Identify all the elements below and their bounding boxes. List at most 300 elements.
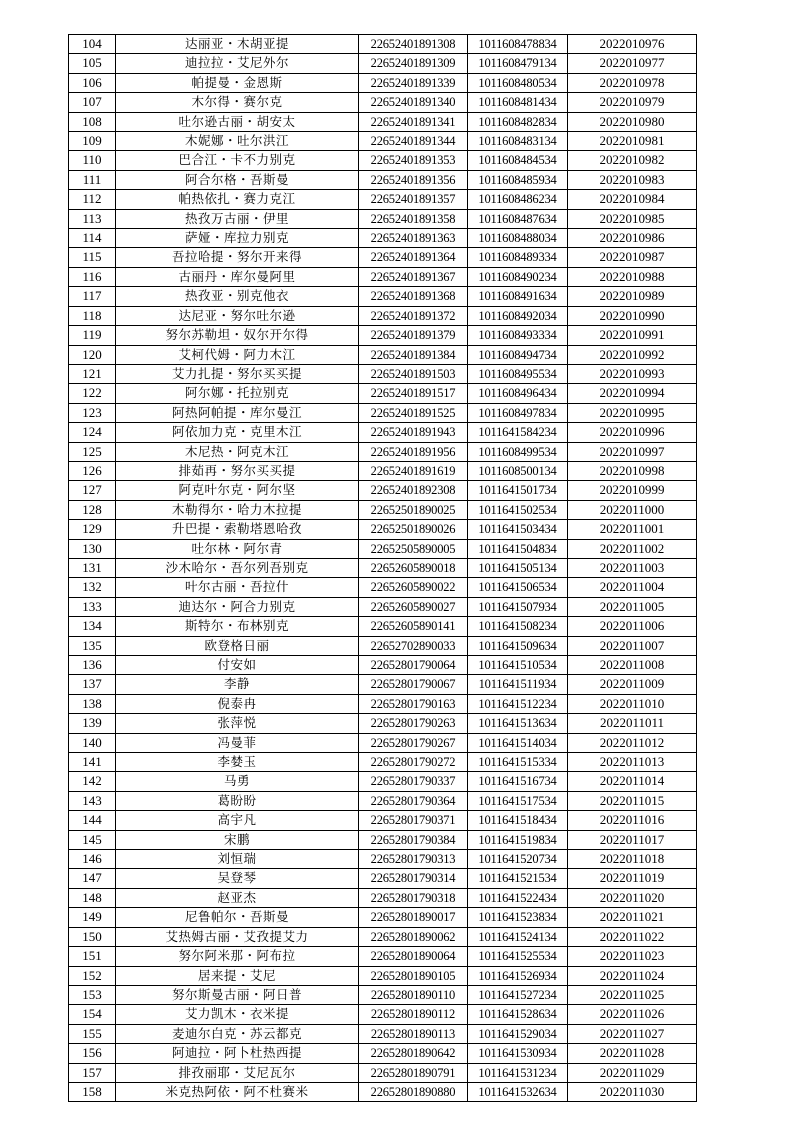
name-cell: 努尔斯曼古丽・阿日普 [116,985,359,1004]
account-number-cell: 1011641507934 [468,597,568,616]
code-cell: 2022011028 [568,1044,697,1063]
name-cell: 居来提・艾尼 [116,966,359,985]
table-row [69,1024,697,1043]
name-cell: 巴合江・卡不力别克 [116,151,359,170]
table-row [69,403,697,422]
id-number-cell: 22652801890880 [359,1082,468,1101]
table-row [69,869,697,888]
name-cell: 艾力扎提・努尔买买提 [116,364,359,383]
code-cell: 2022011026 [568,1005,697,1024]
row-number-cell: 109 [69,132,116,151]
account-number-cell: 1011608483134 [468,132,568,151]
id-number-cell: 22652801790163 [359,694,468,713]
id-number-cell: 22652801790313 [359,850,468,869]
account-number-cell: 1011641515334 [468,753,568,772]
account-number-cell: 1011641518434 [468,811,568,830]
row-number-cell: 115 [69,248,116,267]
row-number-cell: 155 [69,1024,116,1043]
code-cell: 2022010987 [568,248,697,267]
code-cell: 2022010986 [568,229,697,248]
id-number-cell: 22652605890141 [359,617,468,636]
id-number-cell: 22652801790314 [359,869,468,888]
table-row [69,54,697,73]
code-cell: 2022011022 [568,927,697,946]
account-number-cell: 1011608495534 [468,364,568,383]
account-number-cell: 1011641531234 [468,1063,568,1082]
id-number-cell: 22652401891943 [359,423,468,442]
account-number-cell: 1011641511934 [468,675,568,694]
roster-table [68,34,697,1102]
row-number-cell: 128 [69,500,116,519]
row-number-cell: 119 [69,326,116,345]
account-number-cell: 1011641532634 [468,1082,568,1101]
table-row [69,617,697,636]
id-number-cell: 22652401891379 [359,326,468,345]
row-number-cell: 111 [69,170,116,189]
table-row [69,985,697,1004]
name-cell: 努尔苏勒坦・奴尔开尔得 [116,326,359,345]
code-cell: 2022010993 [568,364,697,383]
code-cell: 2022010983 [568,170,697,189]
row-number-cell: 126 [69,461,116,480]
table-row [69,306,697,325]
row-number-cell: 139 [69,714,116,733]
name-cell: 赵亚杰 [116,888,359,907]
row-number-cell: 106 [69,73,116,92]
code-cell: 2022011014 [568,772,697,791]
name-cell: 热孜万古丽・伊里 [116,209,359,228]
id-number-cell: 22652401891340 [359,93,468,112]
id-number-cell: 22652801890791 [359,1063,468,1082]
account-number-cell: 1011641526934 [468,966,568,985]
code-cell: 2022011021 [568,908,697,927]
id-number-cell: 22652505890005 [359,539,468,558]
name-cell: 木尼热・阿克木江 [116,442,359,461]
id-number-cell: 22652801790337 [359,772,468,791]
table-row [69,500,697,519]
row-number-cell: 107 [69,93,116,112]
code-cell: 2022011000 [568,500,697,519]
table-row [69,694,697,713]
table-row [69,675,697,694]
account-number-cell: 1011641504834 [468,539,568,558]
row-number-cell: 105 [69,54,116,73]
code-cell: 2022010998 [568,461,697,480]
code-cell: 2022011005 [568,597,697,616]
id-number-cell: 22652401891372 [359,306,468,325]
code-cell: 2022010985 [568,209,697,228]
code-cell: 2022010991 [568,326,697,345]
table-row [69,326,697,345]
id-number-cell: 22652801890064 [359,947,468,966]
id-number-cell: 22652801890642 [359,1044,468,1063]
row-number-cell: 118 [69,306,116,325]
code-cell: 2022011010 [568,694,697,713]
name-cell: 热孜亚・别克他衣 [116,287,359,306]
account-number-cell: 1011608479134 [468,54,568,73]
account-number-cell: 1011608494734 [468,345,568,364]
name-cell: 达丽亚・木胡亚提 [116,35,359,54]
code-cell: 2022010988 [568,267,697,286]
code-cell: 2022010976 [568,35,697,54]
table-row [69,539,697,558]
name-cell: 排茹再・努尔买买提 [116,461,359,480]
row-number-cell: 156 [69,1044,116,1063]
table-row [69,1044,697,1063]
table-row [69,558,697,577]
table-row [69,364,697,383]
table-row [69,908,697,927]
name-cell: 排孜丽耶・艾尼瓦尔 [116,1063,359,1082]
row-number-cell: 150 [69,927,116,946]
code-cell: 2022010996 [568,423,697,442]
row-number-cell: 104 [69,35,116,54]
code-cell: 2022011020 [568,888,697,907]
name-cell: 古丽丹・库尔曼阿里 [116,267,359,286]
account-number-cell: 1011641506534 [468,578,568,597]
name-cell: 李婪玉 [116,753,359,772]
roster-table-body [69,35,697,1102]
code-cell: 2022011013 [568,753,697,772]
id-number-cell: 22652801790384 [359,830,468,849]
account-number-cell: 1011608499534 [468,442,568,461]
account-number-cell: 1011608492034 [468,306,568,325]
code-cell: 2022010989 [568,287,697,306]
code-cell: 2022011023 [568,947,697,966]
name-cell: 尼鲁帕尔・吾斯曼 [116,908,359,927]
code-cell: 2022011003 [568,558,697,577]
account-number-cell: 1011641503434 [468,520,568,539]
id-number-cell: 22652401891619 [359,461,468,480]
id-number-cell: 22652801890112 [359,1005,468,1024]
row-number-cell: 151 [69,947,116,966]
code-cell: 2022011015 [568,791,697,810]
table-row [69,850,697,869]
name-cell: 迪达尔・阿合力别克 [116,597,359,616]
code-cell: 2022010984 [568,190,697,209]
name-cell: 吾拉哈提・努尔开来得 [116,248,359,267]
table-row [69,966,697,985]
id-number-cell: 22652401891357 [359,190,468,209]
id-number-cell: 22652401891363 [359,229,468,248]
name-cell: 葛盼盼 [116,791,359,810]
table-row [69,132,697,151]
id-number-cell: 22652401891525 [359,403,468,422]
row-number-cell: 129 [69,520,116,539]
table-row [69,733,697,752]
code-cell: 2022010980 [568,112,697,131]
name-cell: 倪泰冉 [116,694,359,713]
id-number-cell: 22652605890022 [359,578,468,597]
name-cell: 吐尔林・阿尔青 [116,539,359,558]
account-number-cell: 1011641584234 [468,423,568,442]
account-number-cell: 1011641523834 [468,908,568,927]
table-row [69,520,697,539]
row-number-cell: 127 [69,481,116,500]
code-cell: 2022011019 [568,869,697,888]
account-number-cell: 1011608496434 [468,384,568,403]
table-row [69,791,697,810]
table-row [69,830,697,849]
row-number-cell: 133 [69,597,116,616]
table-row [69,1005,697,1024]
id-number-cell: 22652801790267 [359,733,468,752]
table-row [69,636,697,655]
name-cell: 付安如 [116,656,359,675]
id-number-cell: 22652401891309 [359,54,468,73]
name-cell: 阿依加力克・克里木江 [116,423,359,442]
row-number-cell: 117 [69,287,116,306]
code-cell: 2022011008 [568,656,697,675]
row-number-cell: 154 [69,1005,116,1024]
account-number-cell: 1011608497834 [468,403,568,422]
id-number-cell: 22652401891368 [359,287,468,306]
table-row [69,578,697,597]
account-number-cell: 1011641510534 [468,656,568,675]
code-cell: 2022010992 [568,345,697,364]
id-number-cell: 22652801790263 [359,714,468,733]
row-number-cell: 123 [69,403,116,422]
row-number-cell: 108 [69,112,116,131]
name-cell: 刘恒瑞 [116,850,359,869]
name-cell: 叶尔古丽・吾拉什 [116,578,359,597]
table-row [69,811,697,830]
name-cell: 阿热阿帕提・库尔曼江 [116,403,359,422]
account-number-cell: 1011608481434 [468,93,568,112]
account-number-cell: 1011641517534 [468,791,568,810]
row-number-cell: 148 [69,888,116,907]
account-number-cell: 1011641520734 [468,850,568,869]
table-row [69,1063,697,1082]
name-cell: 吴登琴 [116,869,359,888]
row-number-cell: 124 [69,423,116,442]
table-row [69,423,697,442]
table-row [69,1082,697,1101]
id-number-cell: 22652801890105 [359,966,468,985]
code-cell: 2022010981 [568,132,697,151]
id-number-cell: 22652801890110 [359,985,468,1004]
account-number-cell: 1011641516734 [468,772,568,791]
code-cell: 2022010999 [568,481,697,500]
account-number-cell: 1011641502534 [468,500,568,519]
id-number-cell: 22652401891353 [359,151,468,170]
code-cell: 2022011018 [568,850,697,869]
row-number-cell: 122 [69,384,116,403]
id-number-cell: 22652401891341 [359,112,468,131]
table-row [69,772,697,791]
table-row [69,190,697,209]
code-cell: 2022010977 [568,54,697,73]
table-row [69,73,697,92]
table-row [69,888,697,907]
row-number-cell: 158 [69,1082,116,1101]
table-row [69,597,697,616]
account-number-cell: 1011641514034 [468,733,568,752]
id-number-cell: 22652501890025 [359,500,468,519]
code-cell: 2022010994 [568,384,697,403]
table-row [69,481,697,500]
id-number-cell: 22652801790067 [359,675,468,694]
table-row [69,656,697,675]
code-cell: 2022010979 [568,93,697,112]
row-number-cell: 116 [69,267,116,286]
row-number-cell: 135 [69,636,116,655]
account-number-cell: 1011608491634 [468,287,568,306]
id-number-cell: 22652401891367 [359,267,468,286]
account-number-cell: 1011641509634 [468,636,568,655]
table-row [69,209,697,228]
row-number-cell: 142 [69,772,116,791]
id-number-cell: 22652401891356 [359,170,468,189]
id-number-cell: 22652401891956 [359,442,468,461]
code-cell: 2022011001 [568,520,697,539]
name-cell: 麦迪尔白克・苏云都克 [116,1024,359,1043]
table-row [69,947,697,966]
code-cell: 2022011017 [568,830,697,849]
code-cell: 2022010982 [568,151,697,170]
name-cell: 李静 [116,675,359,694]
row-number-cell: 153 [69,985,116,1004]
id-number-cell: 22652401891384 [359,345,468,364]
row-number-cell: 110 [69,151,116,170]
id-number-cell: 22652401891503 [359,364,468,383]
account-number-cell: 1011608485934 [468,170,568,189]
table-row [69,229,697,248]
table-row [69,345,697,364]
id-number-cell: 22652801890113 [359,1024,468,1043]
name-cell: 木妮娜・吐尔洪江 [116,132,359,151]
row-number-cell: 152 [69,966,116,985]
code-cell: 2022010995 [568,403,697,422]
id-number-cell: 22652801790064 [359,656,468,675]
name-cell: 木勒得尔・哈力木拉提 [116,500,359,519]
id-number-cell: 22652801890017 [359,908,468,927]
name-cell: 阿克叶尔克・阿尔坚 [116,481,359,500]
account-number-cell: 1011608493334 [468,326,568,345]
row-number-cell: 113 [69,209,116,228]
row-number-cell: 131 [69,558,116,577]
row-number-cell: 144 [69,811,116,830]
name-cell: 艾力凯木・衣米提 [116,1005,359,1024]
account-number-cell: 1011641522434 [468,888,568,907]
name-cell: 阿合尔格・吾斯曼 [116,170,359,189]
table-row [69,442,697,461]
name-cell: 高宇凡 [116,811,359,830]
name-cell: 升巴提・索勒塔恩哈孜 [116,520,359,539]
code-cell: 2022011002 [568,539,697,558]
code-cell: 2022011004 [568,578,697,597]
code-cell: 2022011024 [568,966,697,985]
table-row [69,287,697,306]
id-number-cell: 22652702890033 [359,636,468,655]
id-number-cell: 22652401891344 [359,132,468,151]
code-cell: 2022011025 [568,985,697,1004]
row-number-cell: 132 [69,578,116,597]
name-cell: 艾热姆古丽・艾孜提艾力 [116,927,359,946]
code-cell: 2022011029 [568,1063,697,1082]
id-number-cell: 22652501890026 [359,520,468,539]
code-cell: 2022011016 [568,811,697,830]
id-number-cell: 22652801790371 [359,811,468,830]
name-cell: 斯特尔・布林别克 [116,617,359,636]
account-number-cell: 1011641528634 [468,1005,568,1024]
name-cell: 米克热阿依・阿不杜赛米 [116,1082,359,1101]
row-number-cell: 137 [69,675,116,694]
account-number-cell: 1011608490234 [468,267,568,286]
name-cell: 迪拉拉・艾尼外尔 [116,54,359,73]
account-number-cell: 1011641524134 [468,927,568,946]
account-number-cell: 1011641505134 [468,558,568,577]
row-number-cell: 146 [69,850,116,869]
code-cell: 2022011006 [568,617,697,636]
id-number-cell: 22652401891364 [359,248,468,267]
account-number-cell: 1011641512234 [468,694,568,713]
name-cell: 马勇 [116,772,359,791]
id-number-cell: 22652801790272 [359,753,468,772]
table-row [69,35,697,54]
table-row [69,112,697,131]
id-number-cell: 22652605890027 [359,597,468,616]
id-number-cell: 22652401891339 [359,73,468,92]
table-row [69,461,697,480]
row-number-cell: 138 [69,694,116,713]
row-number-cell: 136 [69,656,116,675]
row-number-cell: 157 [69,1063,116,1082]
name-cell: 欧登格日丽 [116,636,359,655]
row-number-cell: 120 [69,345,116,364]
code-cell: 2022010997 [568,442,697,461]
account-number-cell: 1011641527234 [468,985,568,1004]
name-cell: 张萍悦 [116,714,359,733]
name-cell: 艾柯代姆・阿力木江 [116,345,359,364]
row-number-cell: 134 [69,617,116,636]
code-cell: 2022011007 [568,636,697,655]
id-number-cell: 22652801790364 [359,791,468,810]
table-row [69,151,697,170]
id-number-cell: 22652401891308 [359,35,468,54]
name-cell: 努尔阿米那・阿布拉 [116,947,359,966]
name-cell: 冯曼菲 [116,733,359,752]
row-number-cell: 114 [69,229,116,248]
id-number-cell: 22652401891517 [359,384,468,403]
id-number-cell: 22652401892308 [359,481,468,500]
account-number-cell: 1011608488034 [468,229,568,248]
table-row [69,384,697,403]
table-row [69,170,697,189]
name-cell: 吐尔逊古丽・胡安太 [116,112,359,131]
account-number-cell: 1011641530934 [468,1044,568,1063]
id-number-cell: 22652401891358 [359,209,468,228]
table-row [69,248,697,267]
id-number-cell: 22652605890018 [359,558,468,577]
row-number-cell: 125 [69,442,116,461]
code-cell: 2022011030 [568,1082,697,1101]
account-number-cell: 1011608489334 [468,248,568,267]
account-number-cell: 1011608486234 [468,190,568,209]
account-number-cell: 1011608487634 [468,209,568,228]
account-number-cell: 1011608480534 [468,73,568,92]
id-number-cell: 22652801890062 [359,927,468,946]
name-cell: 宋鹏 [116,830,359,849]
name-cell: 达尼亚・努尔吐尔逊 [116,306,359,325]
id-number-cell: 22652801790318 [359,888,468,907]
table-row [69,267,697,286]
name-cell: 帕热依扎・赛力克江 [116,190,359,209]
code-cell: 2022011009 [568,675,697,694]
row-number-cell: 121 [69,364,116,383]
account-number-cell: 1011641521534 [468,869,568,888]
name-cell: 阿尔娜・托拉别克 [116,384,359,403]
